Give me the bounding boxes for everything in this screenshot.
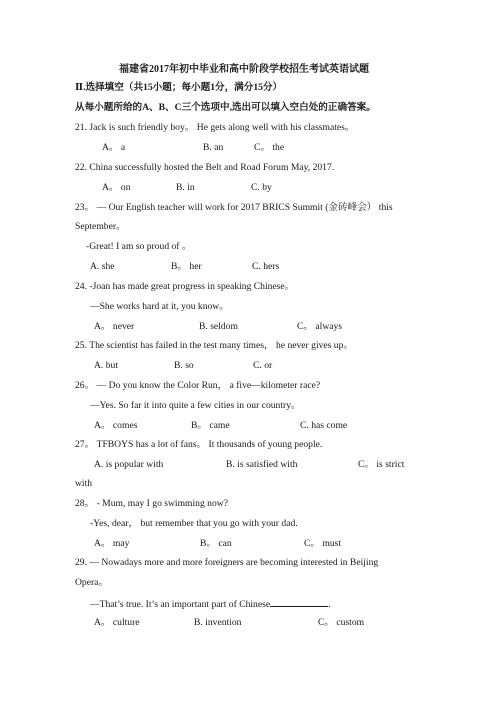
question-text: 25. The scientist has failed in the test many times， he never gives up。 xyxy=(75,340,353,351)
option-c: C。 is strict xyxy=(358,459,405,470)
option-a: A. is popular with xyxy=(94,459,164,470)
option-a: A. but xyxy=(94,360,118,371)
option-c: C. by xyxy=(251,182,272,193)
question-text: 24. -Joan has made great progress in speaking Chinese。 xyxy=(75,281,295,292)
option-b: B。 can xyxy=(200,538,232,549)
response-line: —Yes. So far it into quite a few cities in our country。 xyxy=(90,400,301,411)
question-text: 21. Jack is such friendly boy。 He gets along well with his classmates。 xyxy=(75,122,355,133)
option-b: B. an xyxy=(203,142,224,153)
option-a: A。 on xyxy=(102,182,131,193)
period: . xyxy=(328,599,331,610)
option-c-wrap: with xyxy=(75,478,93,489)
response-text: —That’s true. It’s an important part of Chinese xyxy=(90,599,271,610)
option-c: C。 must xyxy=(304,538,342,549)
option-b: B. seldom xyxy=(199,321,238,332)
question-text: 29. — Nowadays more and more foreigners are becoming interested in Beijing xyxy=(75,557,379,568)
section-heading: Ⅱ.选择填空（共15小题；每小题1分，满分15分） xyxy=(75,82,283,93)
question-text: 26。 — Do you know the Color Run， a five—kilometer race? xyxy=(75,380,321,391)
answer-blank xyxy=(270,597,328,607)
option-b: B。 her xyxy=(171,261,202,272)
response-line xyxy=(90,597,331,611)
question-text-continued: Opera。 xyxy=(75,577,109,588)
page-title: 福建省2017年初中毕业和高中阶段学校招生考试英语试题 xyxy=(119,64,369,75)
option-c: C. or xyxy=(253,360,273,371)
option-b: B. is satisfied with xyxy=(226,459,298,470)
response-line: -Great! I am so proud of 。 xyxy=(86,241,192,252)
response-line: —She works hard at it, you know。 xyxy=(90,301,229,312)
option-c: C。 always xyxy=(297,321,343,332)
option-b: B. in xyxy=(176,182,195,193)
question-text: 27。 TFBOYS has a lot of fans。 It thousands of young people. xyxy=(75,439,323,450)
question-text: 28。 - Mum, may I go swimming now? xyxy=(75,498,228,509)
option-a: A。 a xyxy=(102,142,126,153)
option-c: C. has come xyxy=(300,420,348,431)
option-a: A。 never xyxy=(94,321,135,332)
option-b: B。 came xyxy=(191,420,230,431)
section-instruction: 从每小题所给的A、B、C三个选项中,选出可以填入空白处的正确答案。 xyxy=(75,102,376,113)
option-b: B. so xyxy=(174,360,194,371)
option-a: A。 may xyxy=(94,538,130,549)
response-line: -Yes, dear， but remember that you go with your dad. xyxy=(90,518,298,529)
option-a: A. she xyxy=(90,261,115,272)
question-text-continued: September。 xyxy=(75,221,126,232)
option-a: A。 comes xyxy=(94,420,138,431)
question-text: 23。 — Our English teacher will work for 2017 BRICS Summit (金砖峰会） this xyxy=(75,202,393,213)
option-c: C。 the xyxy=(254,142,285,153)
option-c: C。 custom xyxy=(318,617,365,628)
question-text: 22. China successfully hosted the Belt and Road Forum May, 2017. xyxy=(75,162,335,173)
option-c: C. hers xyxy=(252,261,280,272)
option-a: A。 culture xyxy=(94,617,140,628)
option-b: B. invention xyxy=(194,617,242,628)
